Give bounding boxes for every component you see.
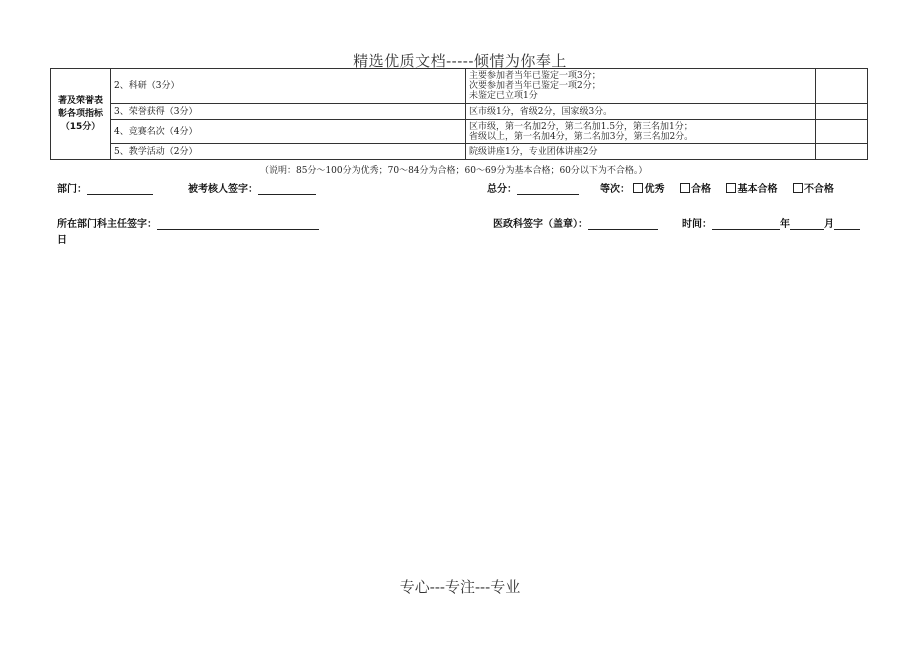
medical-label: 医政科签字（盖章）： (493, 219, 588, 230)
grade-option-label: 基本合格 (737, 184, 778, 195)
medical-signature-field[interactable] (588, 219, 658, 230)
category-cell (51, 69, 111, 160)
criteria-cell: 院级讲座1分，专业团体讲座2分 (466, 144, 816, 160)
grade-option-label: 合格 (690, 184, 711, 195)
criteria-cell: 区市级1分，省级2分，国家级3分。 (466, 104, 816, 120)
total-label: 总分： (487, 184, 517, 195)
category-line: 著及荣誉表 (57, 95, 103, 106)
table-row (51, 144, 868, 160)
grade-option-basic-pass[interactable] (726, 184, 777, 195)
day-field[interactable] (834, 219, 860, 230)
item-cell: 3、荣誉获得（3分） (111, 104, 466, 120)
evaluation-table (50, 68, 868, 160)
score-cell[interactable] (816, 120, 868, 144)
grade-group (600, 180, 834, 195)
table-row (51, 69, 868, 104)
year-label: 年 (780, 219, 790, 230)
score-cell[interactable] (816, 144, 868, 160)
grade-option-label: 不合格 (803, 184, 834, 195)
table-row (51, 120, 868, 144)
checkbox-icon[interactable] (793, 183, 803, 193)
score-cell[interactable] (816, 104, 868, 120)
item-cell: 2、科研（3分） (111, 69, 466, 104)
grade-label: 等次： (600, 184, 630, 195)
grade-option-pass[interactable] (680, 184, 711, 195)
day-label: 日 (57, 235, 67, 246)
director-field-group (57, 215, 319, 230)
category-score: （15分） (60, 121, 101, 132)
total-score-field[interactable] (517, 184, 579, 195)
year-field[interactable] (712, 219, 780, 230)
page-header-text: 精选优质文档-----倾情为你奉上 (353, 52, 567, 70)
signee-field-group (188, 180, 316, 195)
director-signature-field[interactable] (157, 219, 319, 230)
item-cell: 4、竞赛名次（4分） (111, 120, 466, 144)
checkbox-icon[interactable] (680, 183, 690, 193)
medical-field-group (493, 215, 658, 230)
grade-option-excellent[interactable] (633, 184, 664, 195)
signee-label: 被考核人签字： (188, 184, 258, 195)
criteria-cell: 主要参加者当年已鉴定一项3分； 次要参加者当年已鉴定一项2分； 未鉴定已立项1分 (466, 69, 816, 104)
total-field-group (487, 180, 579, 195)
checkbox-icon[interactable] (726, 183, 736, 193)
checkbox-icon[interactable] (633, 183, 643, 193)
item-cell: 5、教学活动（2分） (111, 144, 466, 160)
time-label: 时间： (682, 219, 712, 230)
score-cell[interactable] (816, 69, 868, 104)
grade-option-label: 优秀 (644, 184, 665, 195)
page-footer-text: 专心---专注---专业 (399, 578, 521, 596)
month-field[interactable] (790, 219, 824, 230)
dept-field-group (57, 180, 153, 195)
category-line: 彰各项指标 (57, 108, 103, 119)
grade-option-fail[interactable] (793, 184, 834, 195)
criteria-cell: 区市级，第一名加2分，第二名加1.5分，第三名加1分； 省级以上，第一名加4分，第二名加3分，第三名加2分。 (466, 120, 816, 144)
signee-signature-field[interactable] (258, 184, 316, 195)
table-row (51, 104, 868, 120)
month-label: 月 (824, 219, 834, 230)
time-field-group (682, 215, 860, 230)
dept-label: 部门： (57, 184, 87, 195)
director-label: 所在部门科主任签字： (57, 219, 157, 230)
dept-field[interactable] (87, 184, 153, 195)
scoring-note: （说明：85分～100分为优秀；70～84分为合格；60～69分为基本合格；60分以下为不合格。） (260, 166, 648, 176)
